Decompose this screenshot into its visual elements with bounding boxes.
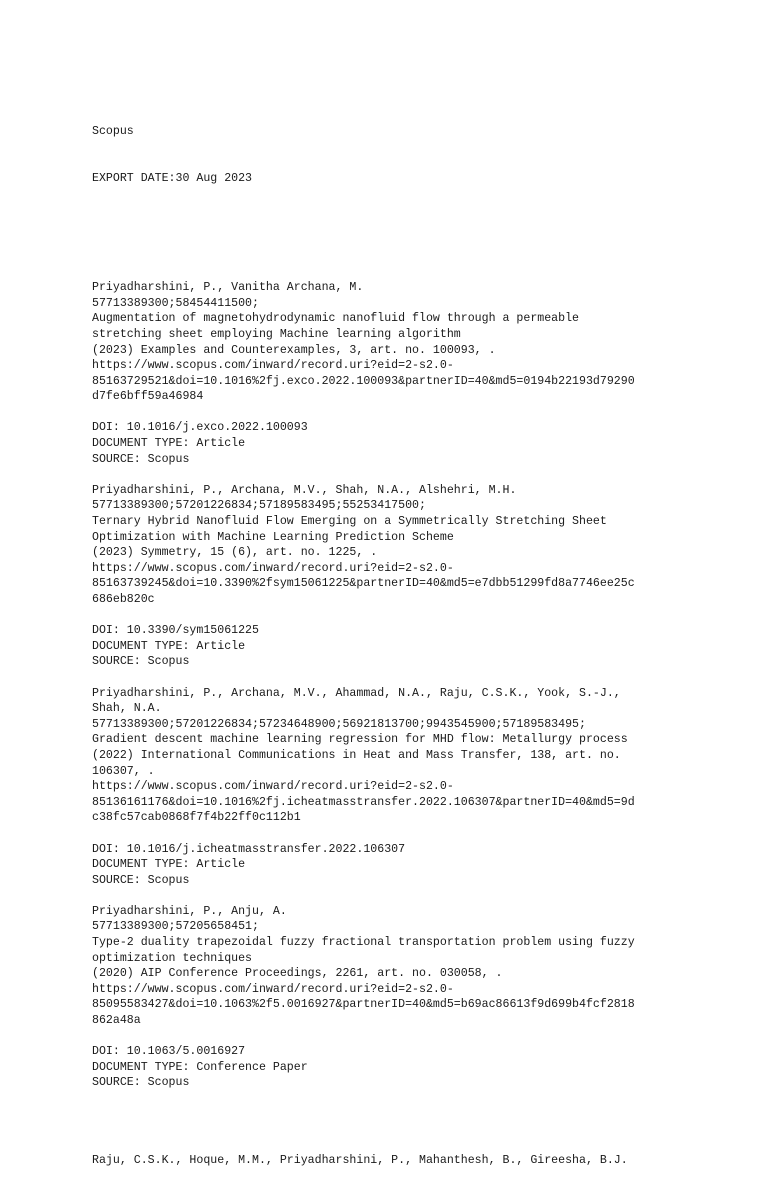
record-document-type: DOCUMENT TYPE: Article <box>92 639 246 653</box>
spacer <box>92 218 692 234</box>
record-line: (2020) AIP Conference Proceedings, 2261, art. no. 030058, . <box>92 967 503 981</box>
record-line: 85095583427&doi=10.1063%2f5.0016927&partnerID=40&md5=b69ac86613f9d699b4fcf2818 <box>92 998 635 1012</box>
record-line: 686eb820c <box>92 593 155 606</box>
spacer <box>92 888 692 904</box>
record-line: 85163739245&doi=10.3390%2fsym15061225&partnerID=40&md5=e7dbb51299fd8a7746ee25c <box>92 577 635 591</box>
record-line: 862a48a <box>92 1014 141 1028</box>
record-line: https://www.scopus.com/inward/record.uri?eid=2-s2.0- <box>92 359 454 373</box>
record-line: (2023) Symmetry, 15 (6), art. no. 1225, . <box>92 546 378 560</box>
record-doi: DOI: 10.1063/5.0016927 <box>92 1045 246 1059</box>
record-entry <box>92 483 692 686</box>
record-line: 57713389300;57201226834;57189583495;55253417500; <box>92 499 426 513</box>
spacer <box>92 608 692 624</box>
spacer <box>92 467 692 483</box>
record-source: SOURCE: Scopus <box>92 655 190 669</box>
record-line: (2022) International Communications in Heat and Mass Transfer, 138, art. no. <box>92 748 621 762</box>
record-line: Gradient descent machine learning regression for MHD flow: Metallurgy process <box>92 733 628 747</box>
record-entry <box>92 904 692 1107</box>
record-line: 85163729521&doi=10.1016%2fj.exco.2022.100093&partnerID=40&md5=0194b22193d79290 <box>92 374 635 388</box>
scopus-export-document <box>92 93 692 1185</box>
record-source: SOURCE: Scopus <box>92 873 190 887</box>
record-authors: Priyadharshini, P., Vanitha Archana, M. <box>92 281 364 295</box>
record-line: Optimization with Machine Learning Prediction Scheme <box>92 530 454 544</box>
record-source: SOURCE: Scopus <box>92 452 190 466</box>
record-document-type: DOCUMENT TYPE: Article <box>92 858 246 872</box>
spacer <box>92 670 692 686</box>
source-heading: Scopus <box>92 125 134 139</box>
record-line: Type-2 duality trapezoidal fuzzy fractional transportation problem using fuzzy <box>92 936 635 950</box>
record-line: c38fc57cab0868f7f4b22ff0c112b1 <box>92 811 301 825</box>
record-line: optimization techniques <box>92 951 253 965</box>
record-line: Augmentation of magnetohydrodynamic nanofluid flow through a permeable <box>92 312 580 326</box>
record-document-type: DOCUMENT TYPE: Conference Paper <box>92 1060 308 1074</box>
record-entry <box>92 280 692 483</box>
record-line: https://www.scopus.com/inward/record.uri?eid=2-s2.0- <box>92 982 454 996</box>
record-line: 57713389300;57201226834;57234648900;56921813700;9943545900;57189583495; <box>92 717 586 731</box>
spacer <box>92 826 692 842</box>
record-entry <box>92 686 692 904</box>
record-line: 57713389300;58454411500; <box>92 296 259 310</box>
record-doi: DOI: 10.1016/j.exco.2022.100093 <box>92 421 308 435</box>
record-doi: DOI: 10.1016/j.icheatmasstransfer.2022.106307 <box>92 842 406 856</box>
record-authors: Priyadharshini, P., Anju, A. <box>92 904 287 918</box>
record-authors: Priyadharshini, P., Archana, M.V., Shah, N.A., Alshehri, M.H. <box>92 483 517 497</box>
record-line: 85136161176&doi=10.1016%2fj.icheatmasstransfer.2022.106307&partnerID=40&md5=9d <box>92 795 635 809</box>
record-line: https://www.scopus.com/inward/record.uri?eid=2-s2.0- <box>92 561 454 575</box>
record-line: Shah, N.A. <box>92 702 162 716</box>
record-authors: Raju, C.S.K., Hoque, M.M., Priyadharshini, P., Mahanthesh, B., Gireesha, B.J. <box>92 1154 628 1168</box>
record-document-type: DOCUMENT TYPE: Article <box>92 437 246 451</box>
record-line: 57713389300;57205658451; <box>92 920 259 934</box>
spacer <box>92 405 692 421</box>
record-line: (2023) Examples and Counterexamples, 3, art. no. 100093, . <box>92 343 496 357</box>
spacer <box>92 1029 692 1045</box>
spacer <box>92 1091 692 1107</box>
record-authors: Priyadharshini, P., Archana, M.V., Ahammad, N.A., Raju, C.S.K., Yook, S.-J., <box>92 686 621 700</box>
record-line: https://www.scopus.com/inward/record.uri?eid=2-s2.0- <box>92 780 454 794</box>
record-doi: DOI: 10.3390/sym15061225 <box>92 624 259 638</box>
record-line: stretching sheet employing Machine learning algorithm <box>92 327 461 341</box>
export-date: EXPORT DATE:30 Aug 2023 <box>92 171 253 185</box>
record-line: Ternary Hybrid Nanofluid Flow Emerging on a Symmetrically Stretching Sheet <box>92 515 607 529</box>
record-list <box>92 280 692 1106</box>
record-line: d7fe6bff59a46984 <box>92 390 204 404</box>
record-source: SOURCE: Scopus <box>92 1076 190 1090</box>
record-line: 106307, . <box>92 764 155 778</box>
